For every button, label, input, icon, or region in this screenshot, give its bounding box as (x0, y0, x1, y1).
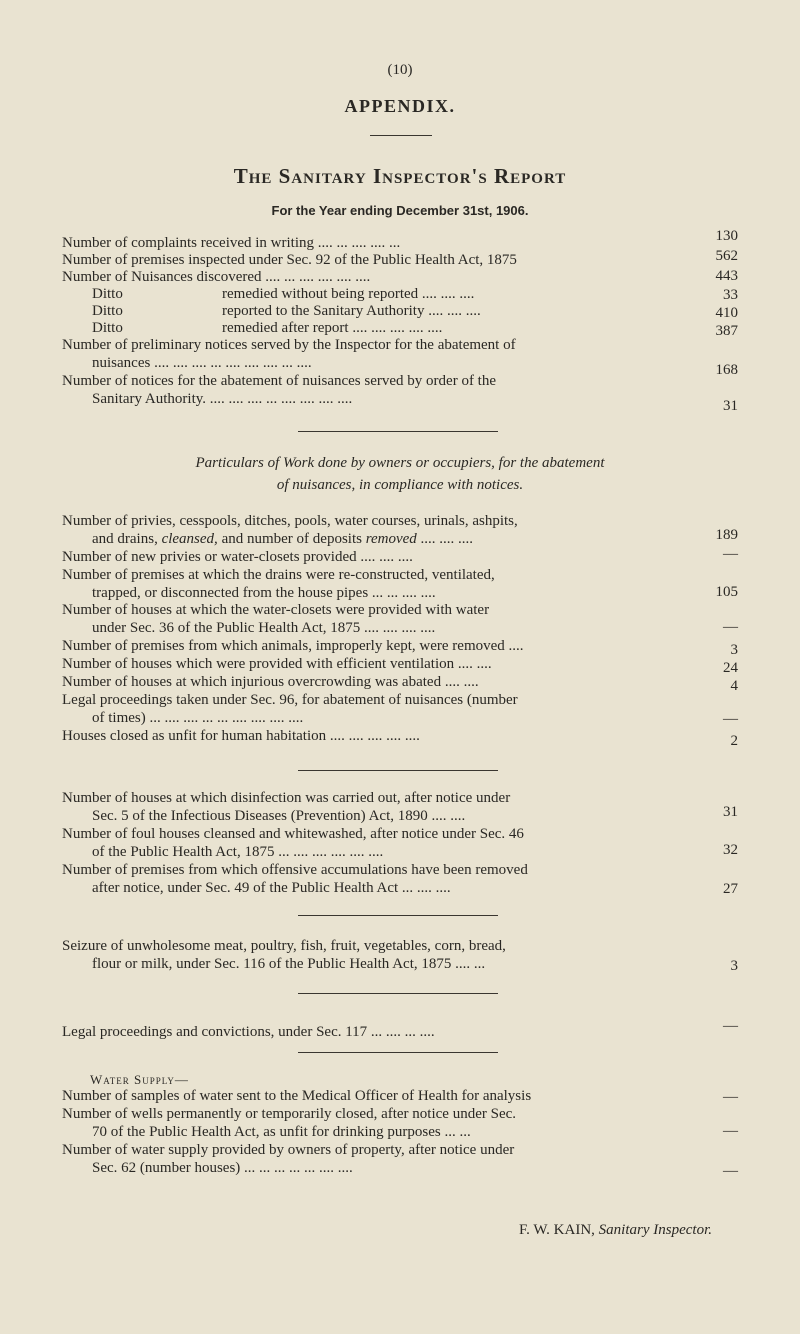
appendix-heading: APPENDIX. (344, 96, 456, 116)
value: 33 (723, 287, 738, 303)
value: 27 (723, 881, 738, 897)
text-line: Legal proceedings taken under Sec. 96, for abatement of nuisances (number (62, 692, 518, 708)
text-line-content: reported to the Sanitary Authority .... .... .... (222, 303, 481, 319)
text-line: Number of water supply provided by owners of property, after notice under (62, 1142, 515, 1158)
text-line (92, 303, 481, 320)
text-line: Number of premises at which the drains were re-constructed, ventilated, (62, 567, 495, 583)
text-line: Number of privies, cesspools, ditches, pools, water courses, urinals, ashpits, (62, 513, 518, 529)
text-line: Number of wells permanently or temporarily closed, after notice under Sec. (62, 1106, 517, 1122)
report-title: The Sanitary Inspector's Report (233, 164, 567, 188)
value: — (723, 619, 738, 635)
value: 562 (715, 248, 738, 264)
text-line: under Sec. 36 of the Public Health Act, 1875 .... .... .... .... (92, 620, 436, 636)
particulars-heading: Particulars of Work done by owners or occupiers, for the abatement (195, 455, 605, 471)
value: — (723, 1163, 738, 1179)
value: 31 (723, 398, 738, 414)
text-line: Seizure of unwholesome meat, poultry, fish, fruit, vegetables, corn, bread, (62, 938, 506, 954)
text-line: Number of samples of water sent to the Medical Officer of Health for analysis (62, 1088, 532, 1104)
text-line: Sec. 5 of the Infectious Diseases (Prevention) Act, 1890 .... .... (92, 808, 466, 824)
value: 168 (715, 362, 738, 378)
value: 2 (730, 733, 738, 749)
text-line (92, 531, 473, 548)
text-line: Number of houses at which injurious overcrowding was abated .... .... (62, 674, 479, 690)
text-line (92, 320, 442, 337)
value: 24 (723, 660, 738, 676)
signature-role: Sanitary Inspector. (598, 1222, 712, 1238)
text-line: Number of foul houses cleansed and whitewashed, after notice under Sec. 46 (62, 826, 524, 842)
text-line: Number of premises inspected under Sec. 92 of the Public Health Act, 1875 (62, 252, 517, 268)
value: 130 (715, 228, 738, 244)
text-line: Number of houses which were provided with efficient ventilation .... .... (62, 656, 492, 672)
text-line: Number of Nuisances discovered .... ... .... .... .... .... (62, 269, 371, 285)
text-line-content: remedied without being reported .... .... .... (222, 286, 475, 302)
text-line: Houses closed as unfit for human habitation .... .... .... .... .... (62, 728, 420, 744)
water-supply-heading: Water Supply— (90, 1072, 189, 1087)
text-line: Sec. 62 (number houses) ... ... ... ... ... .... .... (92, 1160, 353, 1176)
text-line: nuisances .... .... .... ... .... .... .... ... .... (92, 355, 312, 371)
value: 4 (730, 678, 738, 694)
text-line-content: and drains, (92, 531, 162, 547)
value: 3 (730, 958, 738, 974)
text-line: Number of premises from which offensive accumulations have been removed (62, 862, 528, 878)
signature (519, 1222, 712, 1239)
value: — (723, 546, 738, 562)
value: 443 (715, 268, 738, 284)
value: 32 (723, 842, 738, 858)
value: — (723, 711, 738, 727)
italic-word: cleansed, (161, 531, 218, 547)
text-line: Number of premises from which animals, improperly kept, were removed .... (62, 638, 524, 654)
page-number: (10) (387, 62, 413, 78)
text-line-content: remedied after report .... .... .... .... .... (222, 320, 443, 336)
text-line: Number of preliminary notices served by the Inspector for the abatement of (62, 337, 516, 353)
text-line: of the Public Health Act, 1875 ... .... .... .... .... .... (92, 844, 384, 860)
divider (298, 1052, 498, 1053)
text-line: trapped, or disconnected from the house pipes ... ... .... .... (92, 585, 436, 601)
text-line: after notice, under Sec. 49 of the Public Health Act ... .... .... (92, 880, 451, 896)
text-line: Number of new privies or water-closets provided .... .... .... (62, 549, 413, 565)
text-line (92, 286, 474, 303)
ditto-label: Ditto (92, 286, 123, 302)
text-line: Sanitary Authority. .... .... .... ... .... .... .... .... (92, 391, 353, 407)
value: — (723, 1018, 738, 1034)
value: 3 (730, 642, 738, 658)
text-line: 70 of the Public Health Act, as unfit for drinking purposes ... ... (92, 1124, 471, 1140)
divider (370, 135, 432, 136)
value: 31 (723, 804, 738, 820)
value: 189 (715, 527, 738, 543)
text-line: Number of houses at which disinfection was carried out, after notice under (62, 790, 511, 806)
divider (298, 915, 498, 916)
value: — (723, 1123, 738, 1139)
text-line: Number of complaints received in writing .... ... .... .... ... (62, 235, 401, 251)
particulars-heading: of nuisances, in compliance with notices. (276, 477, 524, 493)
text-line-content: .... .... .... (416, 531, 474, 547)
ditto-label: Ditto (92, 303, 123, 319)
text-line: flour or milk, under Sec. 116 of the Public Health Act, 1875 .... ... (92, 956, 486, 972)
divider (298, 431, 498, 432)
divider (298, 770, 498, 771)
value: 105 (715, 584, 738, 600)
value: 410 (715, 305, 738, 321)
ditto-label: Ditto (92, 320, 123, 336)
signature-name: F. W. KAIN, (519, 1222, 595, 1238)
italic-word: removed (365, 531, 417, 547)
divider (298, 993, 498, 994)
value: — (723, 1089, 738, 1105)
value: 387 (715, 323, 738, 339)
text-line: Number of notices for the abatement of nuisances served by order of the (62, 373, 497, 389)
text-line: Legal proceedings and convictions, under Sec. 117 ... .... ... .... (62, 1024, 435, 1040)
text-line: Number of houses at which the water-closets were provided with water (62, 602, 490, 618)
text-line: of times) ... .... .... ... ... .... .... .... .... (92, 710, 304, 726)
text-line-content: and number of deposits (217, 531, 366, 547)
report-subtitle: For the Year ending December 31st, 1906. (271, 203, 529, 218)
